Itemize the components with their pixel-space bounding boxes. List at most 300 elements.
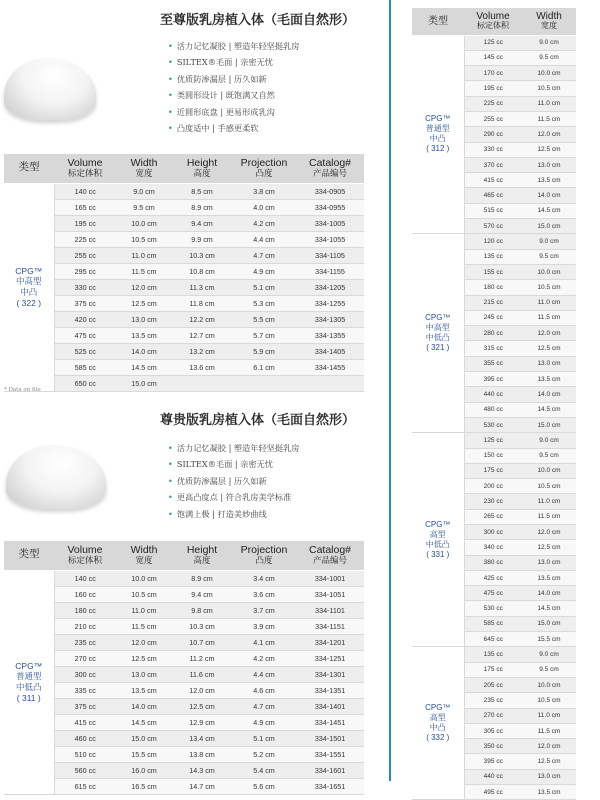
- table-cell: 15.0 cm: [522, 219, 576, 234]
- type-label-line: 高型: [429, 529, 446, 539]
- header-width: Width 宽度: [116, 541, 172, 570]
- table-cell: 10.3 cm: [172, 247, 232, 263]
- table-cell: 14.0 cm: [116, 698, 172, 714]
- table-row: [4, 618, 364, 634]
- spec-table-322: [4, 154, 364, 392]
- table-cell: 334-1005: [296, 215, 364, 231]
- table-cell: 13.2 cm: [172, 343, 232, 359]
- table-cell: 334-1501: [296, 730, 364, 746]
- table-cell: 170 cc: [464, 66, 522, 81]
- header-width: Width 宽度: [522, 8, 576, 35]
- spec-table-right: [412, 8, 576, 800]
- table-cell: 334-1155: [296, 263, 364, 279]
- header-type: 类型: [4, 541, 54, 570]
- table-row: [4, 682, 364, 698]
- header-catalog: Catalog# 产品编号: [296, 541, 364, 570]
- table-cell: 315 cc: [464, 341, 522, 356]
- table-cell: 120 cc: [464, 234, 522, 249]
- table-cell: 375 cc: [54, 698, 116, 714]
- table-row: [4, 762, 364, 778]
- table-row: [4, 602, 364, 618]
- table-cell: 14.0 cm: [116, 343, 172, 359]
- table-cell: 334-0955: [296, 199, 364, 215]
- header-type: 类型: [412, 8, 464, 35]
- header-height: Height 高度: [172, 541, 232, 570]
- table-cell: 515 cc: [464, 203, 522, 218]
- table-row: [4, 746, 364, 762]
- table-row: [4, 215, 364, 231]
- table-cell: 350 cc: [464, 739, 522, 754]
- table-cell: 15.0 cm: [116, 730, 172, 746]
- table-cell: 9.4 cm: [172, 215, 232, 231]
- type-label-line: ( 322 ): [16, 297, 42, 308]
- table-cell: 300 cc: [54, 666, 116, 682]
- table-cell: 15.0 cm: [522, 417, 576, 432]
- table-cell: 14.0 cm: [522, 586, 576, 601]
- table-cell: 9.5 cm: [522, 249, 576, 264]
- table-cell: 10.3 cm: [172, 618, 232, 634]
- table-cell: 9.8 cm: [172, 602, 232, 618]
- section-title-2: 尊贵版乳房植入体（毛面自然形）: [160, 413, 356, 428]
- type-label-line: 普通型: [425, 124, 450, 134]
- type-label-line: 中低凸: [15, 682, 42, 692]
- implant-type-cell: [412, 433, 464, 647]
- table-cell: 12.5 cm: [522, 754, 576, 769]
- table-cell: 13.0 cm: [522, 555, 576, 570]
- table-cell: 10.5 cm: [522, 693, 576, 708]
- table-cell: 11.8 cm: [172, 295, 232, 311]
- table-cell: 12.5 cm: [116, 650, 172, 666]
- table-cell: 370 cc: [464, 157, 522, 172]
- table-cell: 14.3 cm: [172, 762, 232, 778]
- table-row: [4, 199, 364, 215]
- table-cell: 510 cc: [54, 746, 116, 762]
- header-projection: Projection 凸度: [232, 541, 296, 570]
- header-height: Height 高度: [172, 154, 232, 183]
- table-cell: 12.5 cm: [172, 698, 232, 714]
- type-label-line: 中高型: [15, 276, 42, 287]
- table-cell: 375 cc: [54, 295, 116, 311]
- feature-item: • 优质防渗漏层 | 历久如新: [168, 71, 299, 87]
- table-cell: 12.0 cm: [522, 127, 576, 142]
- section-title-1: 至尊版乳房植入体（毛面自然形）: [160, 13, 356, 28]
- table-cell: 13.0 cm: [522, 356, 576, 371]
- feature-item: • 饱满上极 | 打造美妙曲线: [168, 506, 299, 522]
- table-row: [4, 778, 364, 794]
- table-cell: 4.6 cm: [232, 682, 296, 698]
- table-cell: 5.4 cm: [232, 762, 296, 778]
- table-cell: 9.4 cm: [172, 586, 232, 602]
- table-cell: 11.2 cm: [172, 650, 232, 666]
- implant-type-cell: [4, 570, 54, 794]
- table-cell: 10.5 cm: [522, 280, 576, 295]
- table-row: [4, 375, 364, 391]
- table-cell: 330 cc: [464, 142, 522, 157]
- table-cell: 200 cc: [464, 479, 522, 494]
- table-cell: 334-1151: [296, 618, 364, 634]
- table-cell: 9.5 cm: [522, 50, 576, 65]
- table-cell: 180 cc: [464, 280, 522, 295]
- table-cell: 225 cc: [464, 96, 522, 111]
- table-cell: 355 cc: [464, 356, 522, 371]
- table-row: [412, 433, 576, 448]
- implant-image-1: [4, 58, 96, 120]
- implant-image-2: [6, 445, 106, 509]
- table-row: [4, 730, 364, 746]
- table-cell: 12.7 cm: [172, 327, 232, 343]
- table-cell: 4.1 cm: [232, 634, 296, 650]
- table-row: [4, 231, 364, 247]
- table-cell: 13.5 cm: [116, 682, 172, 698]
- table-cell: 5.9 cm: [232, 343, 296, 359]
- table-cell: 160 cc: [54, 586, 116, 602]
- table-cell: 15.0 cm: [522, 616, 576, 631]
- table-cell: 4.9 cm: [232, 263, 296, 279]
- type-label-line: 中凸: [429, 134, 446, 144]
- table-row: [4, 666, 364, 682]
- table-row: [4, 311, 364, 327]
- table-cell: 10.8 cm: [172, 263, 232, 279]
- table-cell: 12.0 cm: [172, 682, 232, 698]
- table-cell: 11.0 cm: [522, 494, 576, 509]
- header-type: 类型: [4, 154, 54, 183]
- table-cell: 145 cc: [464, 50, 522, 65]
- table-cell: 10.0 cm: [522, 264, 576, 279]
- header-volume: Volume 标定体积: [54, 154, 116, 183]
- table-cell: 9.5 cm: [116, 199, 172, 215]
- table-row: [4, 570, 364, 586]
- table-cell: 230 cc: [464, 494, 522, 509]
- table-cell: 4.2 cm: [232, 215, 296, 231]
- table-cell: 280 cc: [464, 326, 522, 341]
- feature-item: • SILTEX®毛面 | 亲密无忧: [168, 54, 299, 70]
- table-cell: 13.5 cm: [522, 785, 576, 800]
- table-cell: 570 cc: [464, 219, 522, 234]
- table-cell: 334-1101: [296, 602, 364, 618]
- table-cell: 290 cc: [464, 127, 522, 142]
- table-cell: 475 cc: [464, 586, 522, 601]
- table-row: [4, 714, 364, 730]
- table-cell: 11.5 cm: [522, 111, 576, 126]
- table-cell: 245 cc: [464, 310, 522, 325]
- table-cell: 11.5 cm: [116, 263, 172, 279]
- table-row: [4, 359, 364, 375]
- table-cell: 5.6 cm: [232, 778, 296, 794]
- table-cell: 340 cc: [464, 540, 522, 555]
- table-cell: 4.0 cm: [232, 199, 296, 215]
- feature-list-2: [168, 440, 299, 522]
- table-cell: 9.0 cm: [522, 433, 576, 448]
- type-label-line: CPG™: [425, 114, 451, 124]
- table-cell: 13.0 cm: [522, 769, 576, 784]
- table-cell: 10.0 cm: [116, 215, 172, 231]
- table-cell: 11.3 cm: [172, 279, 232, 295]
- table-cell: 140 cc: [54, 570, 116, 586]
- table-cell: 480 cc: [464, 402, 522, 417]
- table-cell: 334-1051: [296, 586, 364, 602]
- table-cell: 6.1 cm: [232, 359, 296, 375]
- table-cell: 225 cc: [54, 231, 116, 247]
- table-cell: 13.5 cm: [522, 570, 576, 585]
- table-cell: 11.5 cm: [522, 310, 576, 325]
- table-cell: 12.5 cm: [116, 295, 172, 311]
- table-cell: 14.5 cm: [522, 601, 576, 616]
- table-cell: 420 cc: [54, 311, 116, 327]
- table-cell: 440 cc: [464, 769, 522, 784]
- table-cell: 13.5 cm: [116, 327, 172, 343]
- table-row: [4, 247, 364, 263]
- table-cell: 150 cc: [464, 448, 522, 463]
- table-row: [4, 183, 364, 199]
- table-cell: 16.5 cm: [116, 778, 172, 794]
- table-cell: 13.5 cm: [522, 372, 576, 387]
- footnote: * Data on file: [4, 387, 41, 393]
- table-cell: 5.5 cm: [232, 311, 296, 327]
- table-cell: 334-0905: [296, 183, 364, 199]
- feature-item: • 近圆形底盘 | 更易形成乳沟: [168, 104, 299, 120]
- table-cell: 334-1105: [296, 247, 364, 263]
- table-cell: 460 cc: [54, 730, 116, 746]
- table-cell: 11.5 cm: [522, 723, 576, 738]
- table-cell: 175 cc: [464, 463, 522, 478]
- table-cell: 195 cc: [54, 215, 116, 231]
- table-cell: 475 cc: [54, 327, 116, 343]
- table-cell: 3.6 cm: [232, 586, 296, 602]
- table-cell: 270 cc: [464, 708, 522, 723]
- table-cell: 334-1255: [296, 295, 364, 311]
- table-cell: 14.0 cm: [522, 387, 576, 402]
- table-cell: 5.3 cm: [232, 295, 296, 311]
- table-cell: 525 cc: [54, 343, 116, 359]
- table-cell: 335 cc: [54, 682, 116, 698]
- table-cell: 3.4 cm: [232, 570, 296, 586]
- table-cell: 5.2 cm: [232, 746, 296, 762]
- table-cell: 645 cc: [464, 632, 522, 647]
- type-label-line: CPG™: [425, 313, 451, 323]
- type-label-line: 中凸: [20, 287, 38, 297]
- table-cell: 334-1001: [296, 570, 364, 586]
- table-cell: 16.0 cm: [116, 762, 172, 778]
- table-cell: 334-1551: [296, 746, 364, 762]
- table-cell: 3.8 cm: [232, 183, 296, 199]
- table-cell: 12.0 cm: [522, 326, 576, 341]
- table-cell: [296, 375, 364, 391]
- table-row: [412, 234, 576, 249]
- table-cell: 15.0 cm: [116, 375, 172, 391]
- type-label-line: 中高型: [425, 323, 450, 333]
- table-cell: 334-1055: [296, 231, 364, 247]
- table-cell: 12.5 cm: [522, 341, 576, 356]
- table-cell: 495 cc: [464, 785, 522, 800]
- table-cell: 3.7 cm: [232, 602, 296, 618]
- column-divider: [389, 0, 391, 781]
- table-cell: 330 cc: [54, 279, 116, 295]
- table-cell: 300 cc: [464, 525, 522, 540]
- table-cell: 395 cc: [464, 372, 522, 387]
- table-cell: 334-1205: [296, 279, 364, 295]
- table-cell: 334-1351: [296, 682, 364, 698]
- table-row: [4, 650, 364, 666]
- table-cell: 15.5 cm: [116, 746, 172, 762]
- table-cell: 10.0 cm: [522, 66, 576, 81]
- table-cell: 235 cc: [54, 634, 116, 650]
- header-width: Width 宽度: [116, 154, 172, 183]
- feature-item: • 活力记忆凝胶 | 塑造年轻坚挺乳房: [168, 38, 299, 54]
- table-row: [4, 279, 364, 295]
- table-cell: 3.9 cm: [232, 618, 296, 634]
- table-cell: 334-1405: [296, 343, 364, 359]
- implant-type-cell: [412, 35, 464, 234]
- table-cell: 11.0 cm: [116, 247, 172, 263]
- table-row: [4, 634, 364, 650]
- feature-item: • 更高凸度点 | 符合乳房美学标准: [168, 489, 299, 505]
- table-cell: 530 cc: [464, 417, 522, 432]
- table-cell: 530 cc: [464, 601, 522, 616]
- type-label-line: ( 321 ): [426, 343, 450, 353]
- table-cell: 395 cc: [464, 754, 522, 769]
- table-cell: 12.5 cm: [522, 142, 576, 157]
- table-cell: 13.0 cm: [116, 311, 172, 327]
- table-cell: 305 cc: [464, 723, 522, 738]
- table-cell: 380 cc: [464, 555, 522, 570]
- table-cell: 205 cc: [464, 677, 522, 692]
- table-cell: 10.0 cm: [522, 677, 576, 692]
- table-cell: 10.7 cm: [172, 634, 232, 650]
- table-cell: 13.4 cm: [172, 730, 232, 746]
- table-cell: 11.5 cm: [522, 509, 576, 524]
- table-cell: 5.1 cm: [232, 279, 296, 295]
- table-cell: 415 cc: [464, 173, 522, 188]
- table-cell: 13.8 cm: [172, 746, 232, 762]
- table-cell: 334-1201: [296, 634, 364, 650]
- table-cell: 9.0 cm: [522, 647, 576, 662]
- table-cell: 135 cc: [464, 249, 522, 264]
- table-cell: 235 cc: [464, 693, 522, 708]
- table-cell: 270 cc: [54, 650, 116, 666]
- table-cell: 4.7 cm: [232, 247, 296, 263]
- type-label-line: CPG™: [15, 265, 43, 276]
- type-label-line: 中低凸: [425, 333, 450, 343]
- table-cell: 334-1601: [296, 762, 364, 778]
- table-cell: 11.5 cm: [116, 618, 172, 634]
- table-cell: 10.5 cm: [522, 479, 576, 494]
- table-cell: 4.9 cm: [232, 714, 296, 730]
- table-cell: 12.5 cm: [522, 540, 576, 555]
- type-label-line: CPG™: [425, 519, 451, 529]
- table-cell: 4.4 cm: [232, 231, 296, 247]
- table-cell: 140 cc: [54, 183, 116, 199]
- table-cell: 8.9 cm: [172, 570, 232, 586]
- implant-type-cell: [4, 183, 54, 391]
- table-row: [4, 295, 364, 311]
- table-cell: 155 cc: [464, 264, 522, 279]
- table-cell: 10.5 cm: [116, 586, 172, 602]
- table-cell: 334-1401: [296, 698, 364, 714]
- type-label-line: 中凸: [429, 723, 446, 733]
- type-label-line: ( 332 ): [426, 733, 450, 743]
- table-cell: 440 cc: [464, 387, 522, 402]
- feature-item: • 类圆形设计 | 既饱满又自然: [168, 87, 299, 103]
- table-cell: 12.0 cm: [522, 525, 576, 540]
- table-cell: 334-1455: [296, 359, 364, 375]
- table-cell: 334-1251: [296, 650, 364, 666]
- feature-list-1: [168, 38, 299, 136]
- table-cell: 465 cc: [464, 188, 522, 203]
- table-cell: 4.4 cm: [232, 666, 296, 682]
- table-cell: 4.7 cm: [232, 698, 296, 714]
- table-cell: 11.0 cm: [116, 602, 172, 618]
- table-cell: 11.0 cm: [522, 295, 576, 310]
- header-volume: Volume 标定体积: [54, 541, 116, 570]
- table-cell: 560 cc: [54, 762, 116, 778]
- table-cell: 11.0 cm: [522, 96, 576, 111]
- table-cell: 14.5 cm: [116, 359, 172, 375]
- table-cell: [232, 375, 296, 391]
- type-label-line: CPG™: [425, 703, 451, 713]
- type-label-line: ( 311 ): [16, 692, 41, 703]
- spec-table-311: [4, 541, 364, 795]
- table-cell: 12.0 cm: [522, 739, 576, 754]
- table-cell: 125 cc: [464, 35, 522, 50]
- table-cell: 615 cc: [54, 778, 116, 794]
- table-cell: 13.0 cm: [116, 666, 172, 682]
- table-cell: 9.0 cm: [522, 35, 576, 50]
- feature-item: • SILTEX®毛面 | 亲密无忧: [168, 456, 299, 472]
- table-cell: 9.9 cm: [172, 231, 232, 247]
- table-cell: 13.5 cm: [522, 173, 576, 188]
- table-cell: 13.6 cm: [172, 359, 232, 375]
- table-cell: 334-1301: [296, 666, 364, 682]
- table-cell: 210 cc: [54, 618, 116, 634]
- table-cell: 12.9 cm: [172, 714, 232, 730]
- feature-item: • 优质防渗漏层 | 历久如新: [168, 473, 299, 489]
- table-cell: 255 cc: [464, 111, 522, 126]
- table-cell: 14.0 cm: [522, 188, 576, 203]
- table-cell: 425 cc: [464, 570, 522, 585]
- table-cell: 175 cc: [464, 662, 522, 677]
- table-cell: 585 cc: [54, 359, 116, 375]
- table-cell: 9.5 cm: [522, 662, 576, 677]
- table-cell: 8.5 cm: [172, 183, 232, 199]
- table-row: [412, 647, 576, 662]
- table-cell: 415 cc: [54, 714, 116, 730]
- table-cell: 14.5 cm: [116, 714, 172, 730]
- table-cell: 585 cc: [464, 616, 522, 631]
- table-cell: 10.0 cm: [522, 463, 576, 478]
- type-label-line: ( 312 ): [426, 144, 450, 154]
- table-row: [4, 327, 364, 343]
- table-cell: 215 cc: [464, 295, 522, 310]
- table-cell: 5.1 cm: [232, 730, 296, 746]
- implant-type-cell: [412, 647, 464, 800]
- table-cell: 180 cc: [54, 602, 116, 618]
- table-cell: 8.9 cm: [172, 199, 232, 215]
- table-cell: 5.7 cm: [232, 327, 296, 343]
- table-cell: 334-1451: [296, 714, 364, 730]
- table-cell: 10.0 cm: [116, 570, 172, 586]
- table-cell: 14.5 cm: [522, 402, 576, 417]
- table-cell: 255 cc: [54, 247, 116, 263]
- table-cell: 334-1651: [296, 778, 364, 794]
- type-label-line: CPG™: [15, 660, 43, 671]
- table-cell: 11.6 cm: [172, 666, 232, 682]
- table-cell: [172, 375, 232, 391]
- type-label-line: 中低凸: [425, 539, 450, 549]
- table-cell: 9.0 cm: [522, 234, 576, 249]
- table-cell: 15.5 cm: [522, 632, 576, 647]
- table-cell: 265 cc: [464, 509, 522, 524]
- header-projection: Projection 凸度: [232, 154, 296, 183]
